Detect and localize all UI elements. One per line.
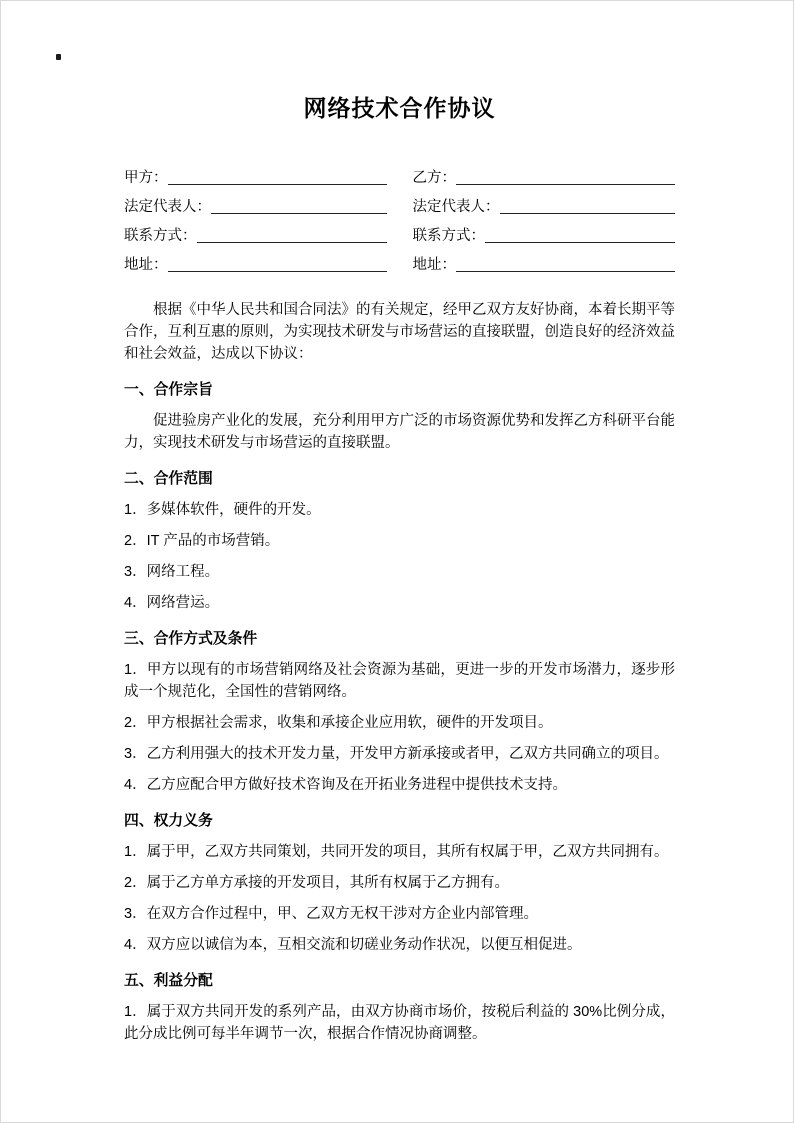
- section-3-heading: 三、合作方式及条件: [124, 631, 258, 647]
- section-2-heading: 二、合作范围: [124, 471, 213, 487]
- party-b-label: 乙方：: [412, 170, 456, 186]
- section-4-heading: 四、权力义务: [124, 813, 213, 829]
- party-b-blank: [456, 184, 675, 185]
- list-item: 4．乙方应配合甲方做好技术咨询及在开拓业务进程中提供技术支持。: [124, 777, 568, 793]
- list-item: 1．属于甲，乙双方共同策划，共同开发的项目，其所有权属于甲，乙双方共同拥有。: [124, 844, 669, 860]
- list-item: 1．甲方以现有的市场营销网络及社会资源为基础，更进一步的开发市场潜力，逐步形成一个规范化，全国性的营销网络。: [124, 662, 675, 700]
- address-b-blank: [456, 271, 675, 272]
- party-a-blank: [168, 184, 387, 185]
- address-b-label: 地址：: [412, 257, 456, 273]
- section-profit-distribution: [124, 970, 675, 1045]
- section-cooperation-method: [124, 628, 675, 796]
- parties-form: [124, 159, 675, 275]
- legal-rep-b-field: [413, 188, 676, 217]
- ink-mark: [56, 54, 61, 60]
- legal-rep-b-label: 法定代表人：: [412, 199, 500, 215]
- section-rights-obligations: [124, 810, 675, 956]
- address-a-label: 地址：: [124, 257, 168, 273]
- list-item: 4．网络营运。: [124, 595, 220, 611]
- address-a-blank: [168, 271, 387, 272]
- legal-rep-a-blank: [211, 213, 387, 214]
- list-item: 2．属于乙方单方承接的开发项目，其所有权属于乙方拥有。: [124, 875, 510, 891]
- list-item: 4．双方应以诚信为本，互相交流和切磋业务动作状况，以便互相促进。: [124, 937, 582, 953]
- legal-rep-a-label: 法定代表人：: [124, 199, 211, 215]
- list-item: 3．乙方利用强大的技术开发力量，开发甲方新承接或者甲，乙双方共同确立的项目。: [124, 746, 669, 762]
- legal-rep-a-field: [124, 188, 387, 217]
- address-b-field: [413, 246, 676, 275]
- list-item: 2．甲方根据社会需求，收集和承接企业应用软，硬件的开发项目。: [124, 715, 553, 731]
- contact-a-blank: [197, 242, 387, 243]
- party-a-field: [124, 159, 387, 188]
- section-1-heading: 一、合作宗旨: [124, 382, 213, 398]
- contact-b-label: 联系方式：: [412, 228, 485, 244]
- contact-b-blank: [485, 242, 675, 243]
- legal-rep-b-blank: [500, 213, 676, 214]
- address-a-field: [124, 246, 387, 275]
- section-1-paragraph: 促进验房产业化的发展，充分利用甲方广泛的市场资源优势和发挥乙方科研平台能力，实现技术研发与市场营运的直接联盟。: [124, 413, 675, 451]
- contact-b-field: [413, 217, 676, 246]
- list-item: 1．属于双方共同开发的系列产品，由双方协商市场价，按税后利益的 30%比例分成，此分成比例可每半年调节一次，根据合作情况协商调整。: [124, 1004, 675, 1042]
- intro-paragraph: 根据《中华人民共和国合同法》的有关规定，经甲乙双方友好协商，本着长期平等合作，互利互惠的原则，为实现技术研发与市场营运的直接联盟，创造良好的经济效益和社会效益，达成以下协议：: [124, 302, 675, 362]
- document-title: 网络技术合作协议: [303, 95, 496, 121]
- section-5-heading: 五、利益分配: [124, 973, 213, 989]
- party-b-field: [413, 159, 676, 188]
- list-item: 3．网络工程。: [124, 564, 220, 580]
- contact-a-field: [124, 217, 387, 246]
- list-item: 2．IT 产品的市场营销。: [124, 533, 280, 549]
- list-item: 3．在双方合作过程中，甲、乙双方无权干涉对方企业内部管理。: [124, 906, 539, 922]
- party-a-label: 甲方：: [124, 170, 168, 186]
- section-cooperation-scope: [124, 468, 675, 614]
- section-cooperation-purpose: [124, 379, 675, 454]
- list-item: 1．多媒体软件，硬件的开发。: [124, 502, 321, 518]
- contact-a-label: 联系方式：: [124, 228, 197, 244]
